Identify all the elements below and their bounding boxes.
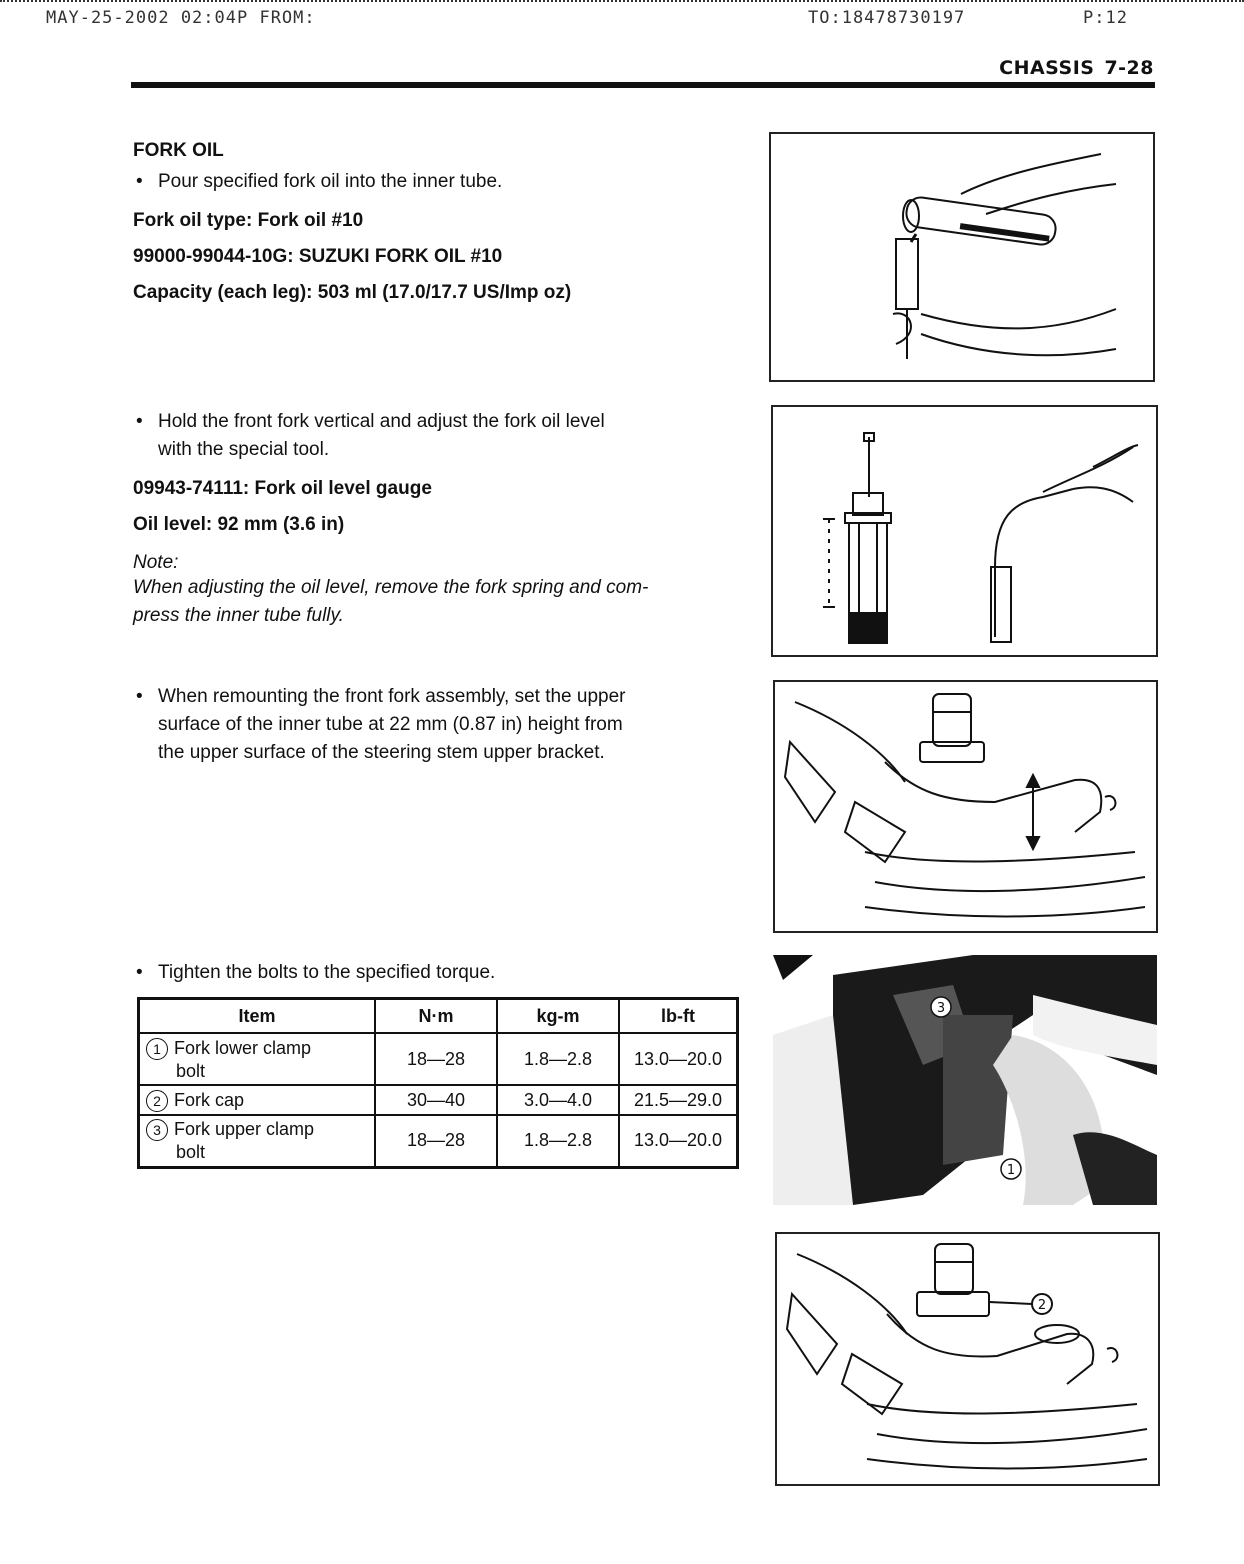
lbft-cell: 13.0—20.0 <box>619 1033 738 1085</box>
spec-capacity: Capacity (each leg): 503 ml (17.0/17.7 US/Imp oz) <box>133 282 572 303</box>
instruction-bullet <box>133 408 743 464</box>
lbft-cell: 21.5—29.0 <box>619 1085 738 1115</box>
spec-oil-level: Oil level: 92 mm (3.6 in) <box>133 514 345 535</box>
column-header: lb-ft <box>619 999 738 1034</box>
note-text <box>133 574 743 630</box>
item-name-cont: bolt <box>176 1060 206 1081</box>
note-heading: Note: <box>133 552 179 573</box>
spec-part-number: 99000-99044-10G: SUZUKI FORK OIL #10 <box>133 246 503 267</box>
header-rule <box>131 82 1155 88</box>
chapter-page: 7-28 <box>1104 57 1154 79</box>
bullet-line: with the special tool. <box>158 439 330 460</box>
column-header: Item <box>139 999 376 1034</box>
nm-cell: 18—28 <box>375 1033 497 1085</box>
item-cell <box>139 1033 376 1085</box>
torque-section <box>133 959 743 987</box>
bullet-line: the upper surface of the steering stem upper bracket. <box>158 742 605 763</box>
table-header-row <box>139 999 738 1034</box>
table-row <box>139 1085 738 1115</box>
lbft-cell: 13.0—20.0 <box>619 1115 738 1167</box>
item-name: Fork upper clamp <box>174 1119 315 1140</box>
note-line: press the inner tube fully. <box>133 605 344 626</box>
instruction-bullet <box>133 683 743 767</box>
callout-2: 2 <box>1037 1298 1047 1313</box>
column-header: kg-m <box>497 999 619 1034</box>
spec-oil-type: Fork oil type: Fork oil #10 <box>133 210 364 231</box>
item-number: 1 <box>146 1038 168 1060</box>
instruction-bullet: • Pour specified fork oil into the inner tube. <box>133 168 743 196</box>
bullet-line: surface of the inner tube at 22 mm (0.87 in) height from <box>158 714 623 735</box>
figure-inner-tube-height <box>773 680 1158 933</box>
kgm-cell: 1.8—2.8 <box>497 1033 619 1085</box>
fax-header-page: P:12 <box>1083 8 1128 28</box>
item-name-cont: bolt <box>176 1142 206 1163</box>
torque-table <box>137 997 739 1169</box>
table-row <box>139 1033 738 1085</box>
spec-tool: 09943-74111: Fork oil level gauge <box>133 478 432 499</box>
item-cell <box>139 1115 376 1167</box>
fork-cap-illustration <box>777 1234 1158 1484</box>
inner-tube-height-illustration <box>775 682 1156 931</box>
figure-pour-oil <box>769 132 1155 382</box>
fax-header-to: TO:18478730197 <box>808 8 966 28</box>
item-name: Fork lower clamp <box>174 1037 312 1058</box>
bullet-line: Hold the front fork vertical and adjust the fork oil level <box>158 411 605 432</box>
nm-cell: 18—28 <box>375 1115 497 1167</box>
kgm-cell: 3.0—4.0 <box>497 1085 619 1115</box>
callout-1: 1 <box>1006 1163 1016 1178</box>
item-number: 3 <box>146 1119 168 1141</box>
column-header: N·m <box>375 999 497 1034</box>
figure-oil-level-gauge <box>771 405 1158 657</box>
bullet-line: When remounting the front fork assembly, set the upper <box>158 686 626 707</box>
oil-level-section <box>133 408 743 630</box>
callout-3: 3 <box>936 1001 946 1016</box>
item-name: Fork cap <box>174 1089 245 1110</box>
item-number: 2 <box>146 1090 168 1112</box>
kgm-cell: 1.8—2.8 <box>497 1115 619 1167</box>
fax-header-from: MAY-25-2002 02:04P FROM: <box>46 8 316 28</box>
chapter-title: CHASSIS <box>999 57 1095 79</box>
chapter-heading <box>999 57 1154 79</box>
instruction-bullet: • Tighten the bolts to the specified torque. <box>133 959 743 987</box>
figure-fork-cap <box>775 1232 1160 1486</box>
table-row <box>139 1115 738 1167</box>
section-heading: FORK OIL <box>133 140 224 161</box>
fax-header <box>0 0 1244 38</box>
oil-level-gauge-illustration <box>773 407 1156 655</box>
fork-oil-section <box>133 140 743 306</box>
note-line: When adjusting the oil level, remove the fork spring and com- <box>133 577 649 598</box>
nm-cell: 30—40 <box>375 1085 497 1115</box>
pour-oil-illustration <box>771 134 1153 380</box>
clamp-bolts-photo-illustration <box>773 955 1157 1205</box>
item-cell <box>139 1085 376 1115</box>
figure-clamp-bolts-photo <box>773 955 1157 1205</box>
remount-section <box>133 683 743 767</box>
